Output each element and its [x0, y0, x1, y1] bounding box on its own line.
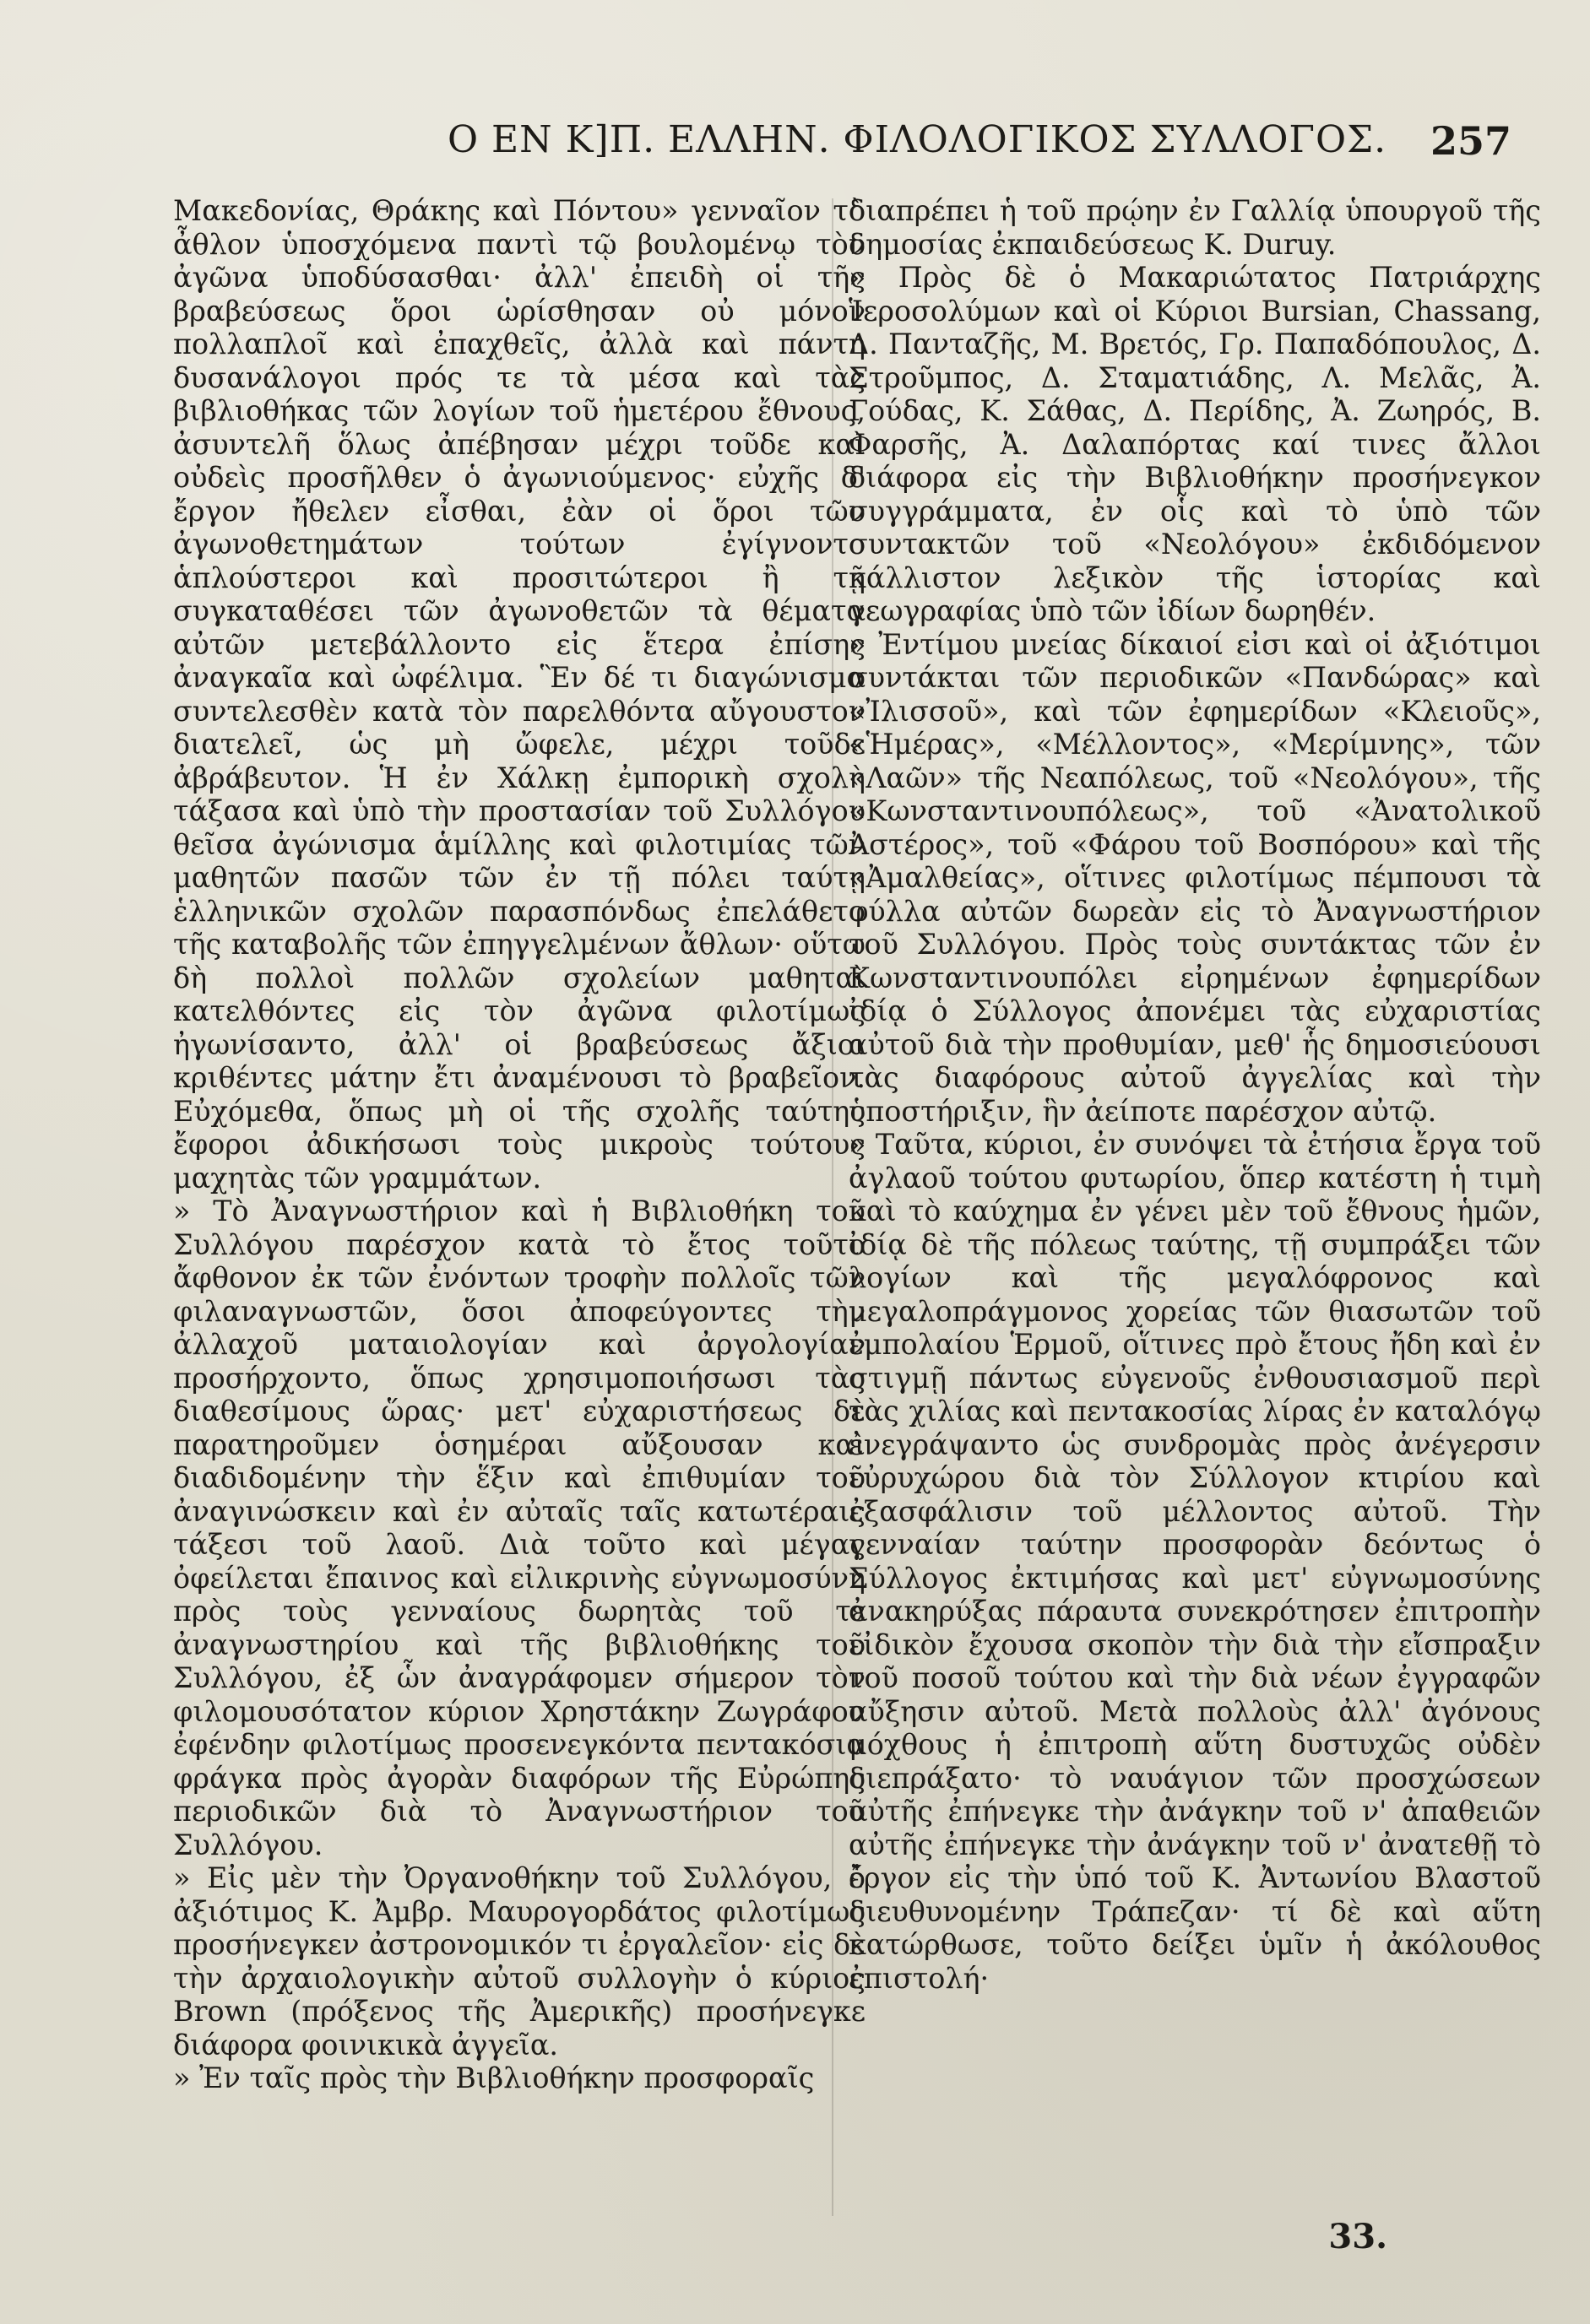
running-title: Ο ΕΝ Κ]Π. ΕΛΛΗΝ. ΦΙΛΟΛΟΓΙΚΟΣ ΣΥΛΛΟΓΟΣ. [448, 118, 1387, 161]
page-number: 257 [1430, 118, 1511, 164]
left-column [173, 194, 866, 2237]
right-column [849, 194, 1541, 2237]
page-header [169, 118, 1511, 179]
left-column-text: Μακεδονίας, Θράκης καὶ Πόντου» γενναῖον τὸ ἆθλον ὑποσχόμενα παντὶ τῷ βουλομένῳ τὸν ἀγῶνα ὑποδύσασθαι· ἀλλ' ἐπειδὴ οἱ τῆς βραβεύσεως ὅροι ὡρίσθησαν οὐ μόνον πολλαπλοῖ καὶ ἐπαχθεῖς, ἀλλὰ καὶ πάντη δυσανάλογοι πρός τε τὰ μέσα καὶ τὰς βιβλιοθήκας τῶν λογίων τοῦ ἡμετέρου ἔθνους, ἀσυντελῆ ὅλως ἀπέβησαν μέχρι τοῦδε καὶ οὐδεὶς προσῆλθεν ὁ ἀγωνιούμενος· εὐχῆς δ' ἔργον ἤθελεν εἶσθαι, ἐὰν οἱ ὅροι τῶν ἀγωνοθετημάτων τούτων ἐγίγνοντο ἁπλούστεροι καὶ προσιτώτεροι ἢ τῇ συγκαταθέσει τῶν ἀγωνοθετῶν τὰ θέματα αὐτῶν μετεβάλλοντο εἰς ἕτερα ἐπίσης ἀναγκαῖα καὶ ὠφέλιμα. Ἓν δέ τι διαγώνισμα συντελεσθὲν κατὰ τὸν παρελθόντα αὔγουστον διατελεῖ, ὡς μὴ ὤφελε, μέχρι τοῦδε ἀβράβευτον. Ἡ ἐν Χάλκῃ ἐμπορικὴ σχολὴ τάξασα καὶ ὑπὸ τὴν προστασίαν τοῦ Συλλόγου θεῖσα ἀγώνισμα ἁμίλλης καὶ φιλοτιμίας τῶν μαθητῶν πασῶν τῶν ἐν τῇ πόλει ταύτῃ ἑλληνικῶν σχολῶν παρασπόνδως ἐπελάθετο τῆς καταβολῆς τῶν ἐπηγγελμένων ἄθλων· οὕτω δὴ πολλοὶ πολλῶν σχολείων μαθηταὶ κατελθόντες εἰς τὸν ἀγῶνα φιλοτίμως ἠγωνίσαντο, ἀλλ' οἱ βραβεύσεως ἄξιοι κριθέντες μάτην ἔτι ἀναμένουσι τὸ βραβεῖον. Εὐχόμεθα, ὅπως μὴ οἱ τῆς σχολῆς ταύτης ἔφοροι ἀδικήσωσι τοὺς μικροὺς τούτους μαχητὰς τῶν γραμμάτων. » Τὸ Ἀναγνωστήριον καὶ ἡ Βιβλιοθήκη τοῦ Συλλόγου παρέσχον κατὰ τὸ ἔτος τοῦτο ἄφθονον ἐκ τῶν ἐνόντων τροφὴν πολλοῖς τῶν φιλαναγνωστῶν, ὅσοι ἀποφεύγοντες τὴν ἀλλαχοῦ ματαιολογίαν καὶ ἀργολογίαν προσήρχοντο, ὅπως χρησιμοποιήσωσι τὰς διαθεσίμους ὥρας· μετ' εὐχαριστήσεως δὲ παρατηροῦμεν ὁσημέραι αὔξουσαν καὶ διαδιδομένην τὴν ἕξιν καὶ ἐπιθυμίαν τοῦ ἀναγινώσκειν καὶ ἐν αὐταῖς ταῖς κατωτέραις τάξεσι τοῦ λαοῦ. Διὰ τοῦτο καὶ μέγας ὀφείλεται ἔπαινος καὶ εἰλικρινὴς εὐγνωμοσύνη πρὸς τοὺς γενναίους δωρητὰς τοῦ τε ἀναγνωστηρίου καὶ τῆς βιβλιοθήκης τοῦ Συλλόγου, ἐξ ὧν ἀναγράφομεν σήμερον τὸν φιλομουσότατον κύριον Χρηστάκην Ζωγράφον ἐφένδην φιλοτίμως προσενεγκόντα πεντακόσια φράγκα πρὸς ἀγορὰν διαφόρων τῆς Εὐρώπης περιοδικῶν διὰ τὸ Ἀναγνωστήριον τοῦ Συλλόγου. » Εἰς μὲν τὴν Ὀργανοθήκην τοῦ Συλλόγου, ὁ ἀξιότιμος Κ. Ἀμβρ. Μαυρογορδάτος φιλοτίμως προσήνεγκεν ἀστρονομικόν τι ἐργαλεῖον· εἰς δὲ τὴν ἀρχαιολογικὴν αὐτοῦ συλλογὴν ὁ κύριος Brown (πρόξενος τῆς Ἀμερικῆς) προσήνεγκε διάφορα φοινικικὰ ἀγγεῖα. » Ἐν ταῖς πρὸς τὴν Βιβλιοθήκην προσφοραῖς [173, 194, 866, 2094]
signature-marker: 33. [1328, 2217, 1387, 2256]
right-column-text: διαπρέπει ἡ τοῦ πρῴην ἐν Γαλλίᾳ ὑπουργοῦ τῆς δημοσίας ἐκπαιδεύσεως Κ. Duruy. » Πρὸς δὲ ὁ Μακαριώτατος Πατριάρχης Ἱεροσολύμων καὶ οἱ Κύριοι Bursian, Chassang, Δ. Πανταζῆς, Μ. Βρετός, Γρ. Παπαδόπουλος, Δ. Στροῦμπος, Δ. Σταματιάδης, Λ. Μελᾶς, Ἀ. Γούδας, Κ. Σάθας, Δ. Περίδης, Ἀ. Ζωηρός, Β. Φαρσῆς, Ἀ. Δαλαπόρτας καί τινες ἄλλοι διάφορα εἰς τὴν Βιβλιοθήκην προσήνεγκον συγγράμματα, ἐν οἷς καὶ τὸ ὑπὸ τῶν συντακτῶν τοῦ «Νεολόγου» ἐκδιδόμενον κάλλιστον λεξικὸν τῆς ἱστορίας καὶ γεωγραφίας ὑπὸ τῶν ἰδίων δωρηθέν. » Ἐντίμου μνείας δίκαιοί εἰσι καὶ οἱ ἀξιότιμοι συντάκται τῶν περιοδικῶν «Πανδώρας» καὶ «Ἰλισσοῦ», καὶ τῶν ἐφημερίδων «Κλειοῦς», «Ἡμέρας», «Μέλλοντος», «Μερίμνης», τῶν «Λαῶν» τῆς Νεαπόλεως, τοῦ «Νεολόγου», τῆς «Κωνσταντινουπόλεως», τοῦ «Ἀνατολικοῦ Ἀστέρος», τοῦ «Φάρου τοῦ Βοσπόρου» καὶ τῆς «Ἀμαλθείας», οἵτινες φιλοτίμως πέμπουσι τὰ φύλλα αὐτῶν δωρεὰν εἰς τὸ Ἀναγνωστήριον τοῦ Συλλόγου. Πρὸς τοὺς συντάκτας τῶν ἐν Κωνσταντινουπόλει εἰρημένων ἐφημερίδων ἰδίᾳ ὁ Σύλλογος ἀπονέμει τὰς εὐχαριστίας αὐτοῦ διὰ τὴν προθυμίαν, μεθ' ἧς δημοσιεύουσι τὰς διαφόρους αὐτοῦ ἀγγελίας καὶ τὴν ὑποστήριξιν, ἣν ἀείποτε παρέσχον αὐτῷ. » Ταῦτα, κύριοι, ἐν συνόψει τὰ ἐτήσια ἔργα τοῦ ἀγλαοῦ τούτου φυτωρίου, ὅπερ κατέστη ἡ τιμὴ καὶ τὸ καύχημα ἐν γένει μὲν τοῦ ἔθνους ἡμῶν, ἰδίᾳ δὲ τῆς πόλεως ταύτης, τῇ συμπράξει τῶν λογίων καὶ τῆς μεγαλόφρονος καὶ μεγαλοπράγμονος χορείας τῶν θιασωτῶν τοῦ ἐμπολαίου Ἑρμοῦ, οἵτινες πρὸ ἔτους ἤδη καὶ ἐν στιγμῇ πάντως εὐγενοῦς ἐνθουσιασμοῦ περὶ τὰς χιλίας καὶ πεντακοσίας λίρας ἐν καταλόγῳ ἐνεγράψαντο ὡς συνδρομὰς πρὸς ἀνέγερσιν εὐρυχώρου διὰ τὸν Σύλλογον κτιρίου καὶ ἐξασφάλισιν τοῦ μέλλοντος αὐτοῦ. Τὴν γενναίαν ταύτην προσφορὰν δεόντως ὁ Σύλλογος ἐκτιμήσας καὶ μετ' εὐγνωμοσύνης ἀνακηρύξας πάραυτα συνεκρότησεν ἐπιτροπὴν εἰδικὸν ἔχουσα σκοπὸν τὴν διὰ τὴν εἴσπραξιν τοῦ ποσοῦ τούτου καὶ τὴν διὰ νέων ἐγγραφῶν αὔξησιν αὐτοῦ. Μετὰ πολλοὺς ἀλλ' ἀγόνους μόχθους ἡ ἐπιτροπὴ αὕτη δυστυχῶς οὐδὲν διεπράξατο· τὸ ναυάγιον τῶν προσχώσεων αὐτῆς ἐπήνεγκε τὴν ἀνάγκην τοῦ ν' ἀπαθειῶν αὐτῆς ἐπήνεγκε τὴν ἀνάγκην τοῦ ν' ἀνατεθῇ τὸ ἔργον εἰς τὴν ὑπό τοῦ Κ. Ἀντωνίου Βλαστοῦ διευθυνομένην Τράπεζαν· τί δὲ καὶ αὕτη κατώρθωσε, τοῦτο δείξει ὑμῖν ἡ ἀκόλουθος ἐπιστολή· [849, 194, 1541, 1995]
